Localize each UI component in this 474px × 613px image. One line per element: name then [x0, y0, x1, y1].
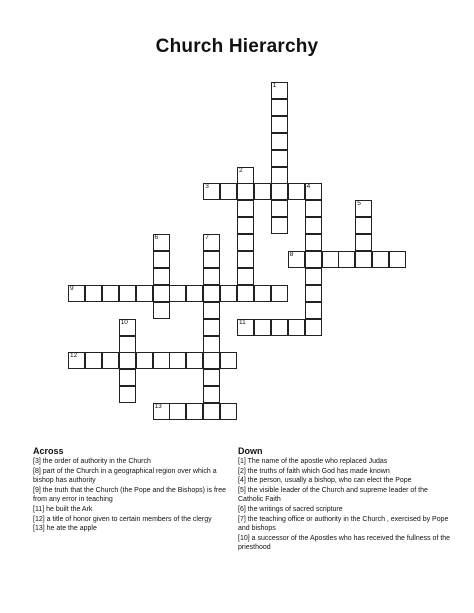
grid-cell[interactable] — [288, 251, 305, 268]
clue-down-5: [5] the visible leader of the Church and supreme leader of the Catholic Faith — [238, 486, 428, 504]
grid-cell[interactable] — [271, 167, 288, 184]
clue-down-10: [10] a successor of the Apostles who has received the fullness of the priesthood — [238, 534, 451, 552]
grid-cell[interactable] — [220, 183, 237, 200]
grid-cell[interactable] — [254, 285, 271, 302]
cell-number: 8 — [289, 251, 294, 258]
grid-cell[interactable] — [305, 285, 322, 302]
grid-cell[interactable] — [271, 133, 288, 150]
grid-cell[interactable] — [271, 285, 288, 302]
clue-down-7: [7] the teaching office or authority in the Church , exercised by Pope and bishops — [238, 515, 449, 533]
cell-number: 4 — [306, 183, 311, 191]
grid-cell[interactable] — [203, 352, 220, 369]
grid-cell[interactable] — [288, 319, 305, 336]
grid-cell[interactable] — [237, 217, 254, 234]
cell-number: 5 — [357, 200, 361, 208]
across-clues — [33, 445, 228, 534]
clue-across-8: [8] part of the Church in a geographical region over which a bishop has authority — [33, 467, 217, 485]
grid-cell[interactable] — [102, 285, 119, 302]
clue-across-3: [3] the order of authority in the Church — [33, 458, 151, 465]
clue-across-12: [12] a title of honor given to certain members of the clergy — [33, 515, 212, 523]
grid-cell[interactable] — [136, 352, 153, 369]
grid-cell[interactable] — [237, 167, 254, 184]
grid-cell[interactable] — [355, 251, 372, 268]
cell-number: 6 — [154, 234, 159, 242]
grid-cell[interactable] — [237, 234, 254, 251]
grid-cell[interactable] — [203, 234, 220, 251]
grid-cell[interactable] — [271, 116, 288, 133]
grid-cell[interactable] — [305, 319, 322, 336]
grid-cell[interactable] — [119, 352, 136, 369]
grid-cell[interactable] — [355, 217, 372, 234]
grid-cell[interactable] — [305, 268, 322, 285]
grid-cell[interactable] — [203, 302, 220, 319]
grid-cell[interactable] — [119, 285, 136, 302]
grid-cell[interactable] — [153, 268, 170, 285]
grid-cell[interactable] — [119, 369, 136, 386]
cell-number: 10 — [120, 318, 128, 326]
grid-cell[interactable] — [271, 183, 288, 200]
grid-cell[interactable] — [186, 352, 203, 369]
cell-number: 3 — [205, 183, 209, 191]
grid-cell[interactable] — [237, 319, 254, 336]
grid-cell[interactable] — [237, 200, 254, 217]
clue-down-1: [1] The name of the apostle who replaced Judas — [238, 458, 388, 465]
grid-cell[interactable] — [153, 234, 170, 251]
grid-cell[interactable] — [153, 352, 170, 369]
grid-cell[interactable] — [271, 200, 288, 217]
grid-cell[interactable] — [305, 217, 322, 234]
grid-cell[interactable] — [203, 251, 220, 268]
grid-cell[interactable] — [220, 352, 237, 369]
grid-cell[interactable] — [271, 82, 288, 99]
grid-cell[interactable] — [322, 251, 339, 268]
grid-cell[interactable] — [169, 352, 186, 369]
grid-cell[interactable] — [85, 352, 102, 369]
clue-across-13: [13] he ate the apple — [33, 525, 97, 533]
grid-cell[interactable] — [153, 251, 170, 268]
grid-cell[interactable] — [271, 150, 288, 167]
cell-number: 2 — [239, 166, 243, 174]
grid-cell[interactable] — [355, 200, 372, 217]
grid-cell[interactable] — [153, 302, 170, 319]
grid-cell[interactable] — [271, 319, 288, 336]
grid-cell[interactable] — [169, 285, 186, 302]
grid-cell[interactable] — [305, 251, 322, 268]
grid-cell[interactable] — [305, 200, 322, 217]
grid-cell[interactable] — [68, 352, 85, 369]
clue-down-4: [4] the person, usually a bishop, who can elect the Pope — [238, 477, 412, 485]
grid-cell[interactable] — [237, 183, 254, 200]
grid-cell[interactable] — [203, 386, 220, 403]
cell-number: 13 — [154, 403, 162, 411]
clue-across-11: [11] he built the Ark — [33, 505, 93, 513]
cell-number: 9 — [70, 284, 74, 292]
grid-cell[interactable] — [271, 99, 288, 116]
grid-cell[interactable] — [203, 285, 220, 302]
page-title: Church Hierarchy — [155, 36, 319, 57]
grid-cell[interactable] — [119, 319, 136, 336]
cell-number: 7 — [205, 234, 209, 242]
grid-cell[interactable] — [153, 285, 170, 302]
cell-number: 1 — [272, 82, 277, 89]
grid-cell[interactable] — [237, 285, 254, 302]
grid-cell[interactable] — [203, 403, 220, 420]
grid-cell[interactable] — [271, 217, 288, 234]
grid-cell[interactable] — [305, 183, 322, 200]
grid-cell[interactable] — [203, 268, 220, 285]
grid-cell[interactable] — [220, 403, 237, 420]
grid-cell[interactable] — [254, 183, 271, 200]
clue-down-6: [6] the writings of sacred scripture — [238, 505, 343, 513]
grid-cell[interactable] — [288, 183, 305, 200]
clue-down-2: [2] the truths of faith which God has made known — [238, 467, 390, 475]
down-heading: Down — [238, 446, 263, 456]
grid-cell[interactable] — [237, 268, 254, 285]
grid-cell[interactable] — [85, 285, 102, 302]
grid-cell[interactable] — [254, 319, 271, 336]
grid-cell[interactable] — [305, 234, 322, 251]
grid-cell[interactable] — [203, 369, 220, 386]
grid-cell[interactable] — [389, 251, 406, 268]
grid-cell[interactable] — [338, 251, 355, 268]
grid-cell[interactable] — [237, 251, 254, 268]
grid-cell[interactable] — [119, 386, 136, 403]
cell-number: 11 — [239, 318, 246, 326]
grid-cell[interactable] — [68, 285, 85, 302]
grid-cell[interactable] — [102, 352, 119, 369]
grid-cell[interactable] — [203, 336, 220, 353]
grid-cell[interactable] — [203, 319, 220, 336]
grid-cell[interactable] — [203, 183, 220, 200]
grid-cell[interactable] — [186, 285, 203, 302]
grid-cell[interactable] — [372, 251, 389, 268]
grid-cell[interactable] — [305, 302, 322, 319]
cell-number: 12 — [70, 352, 78, 360]
grid-cell[interactable] — [355, 234, 372, 251]
grid-cell[interactable] — [136, 285, 153, 302]
grid-cell[interactable] — [220, 285, 237, 302]
grid-cell[interactable] — [153, 403, 170, 420]
across-heading: Across — [33, 446, 64, 456]
clue-across-9: [9] the truth that the Church (the Pope and the Bishops) is free from any error in teaching — [33, 486, 227, 504]
grid-cell[interactable] — [186, 403, 203, 420]
grid-cell[interactable] — [119, 336, 136, 353]
grid-cell[interactable] — [169, 403, 186, 420]
down-clues — [238, 445, 453, 553]
